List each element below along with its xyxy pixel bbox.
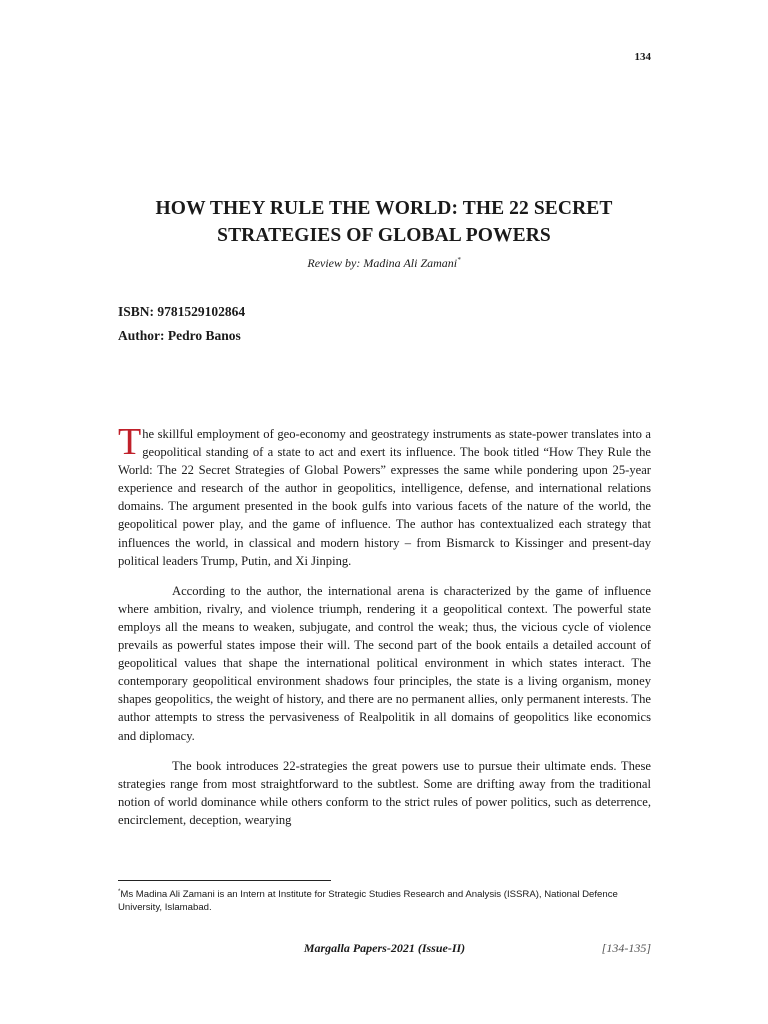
paragraph-3: The book introduces 22-strategies the great powers use to pursue their ultimate ends. These strategies range from most straightforward to the subtlest. Some are drifting away from the traditional notion of world dominance while others conform to the strict rules of power politics, such as deterrence, encirclement, deception, wearying (118, 758, 651, 827)
article-body (118, 421, 651, 841)
paragraph-1 (118, 421, 651, 570)
footnote-divider (118, 880, 331, 881)
reviewer-footnote-mark: * (457, 256, 461, 264)
isbn-line: ISBN: 9781529102864 (118, 304, 246, 319)
article-title: HOW THEY RULE THE WORLD: THE 22 SECRET STRATEGIES OF GLOBAL POWERS (155, 198, 613, 246)
reviewer-line (117, 256, 651, 271)
paragraph-2: According to the author, the international arena is characterized by the game of influence where ambition, rivalry, and violence triumph, rendering it a geopolitical context. The powerful state employs all the means to weaken, subjugate, and control the weak; thus, the vicious cycle of violence prevails as powerful states impose their will. The second part of the book entails a detailed account of geopolitical values that shape the international political environment in which states interact. The contemporary geopolitical environment shadows four principles, the state is a living organism, money shapes geopolitics, the weight of history, and there are no permanent allies, only permanent interests. The author attempts to stress the pervasiveness of Realpolitik in all domains of geopolitics like economics and diplomacy. (118, 583, 651, 743)
reviewer-name: Review by: Madina Ali Zamani (307, 256, 458, 270)
footnote-text: Ms Madina Ali Zamani is an Intern at Institute for Strategic Studies Research and Analysis (ISSRA), National Defence University, Islamabad. (118, 889, 618, 914)
page-number: 134 (634, 51, 651, 63)
footnote (118, 886, 651, 914)
drop-cap: T (118, 421, 142, 463)
footer-page-range: [134-135] (601, 941, 651, 955)
paragraph-1-text: he skillful employment of geo-economy and geostrategy instruments as state-power translates into a geopolitical standing of a state to act and exert its influence. The book titled “How They Rule the World: The 22 Secret Strategies of Global Powers” expresses the same while pondering upon 25-year experience and research of the author in geopolitics, intelligence, defense, and international relations domains. The argument presented in the book gulfs into various facets of the nature of the world, the geopolitical power play, and the game of influence. The author has contextualized each strategy that influences the world, in classical and modern history – from Bismarck to Kissinger and present-day political leaders Trump, Putin, and Xi Jinping. (118, 427, 651, 568)
footnote-mark: * (118, 889, 121, 895)
footer-journal-title: Margalla Papers-2021 (Issue-II) (303, 941, 466, 955)
author-line: Author: Pedro Banos (118, 328, 241, 343)
